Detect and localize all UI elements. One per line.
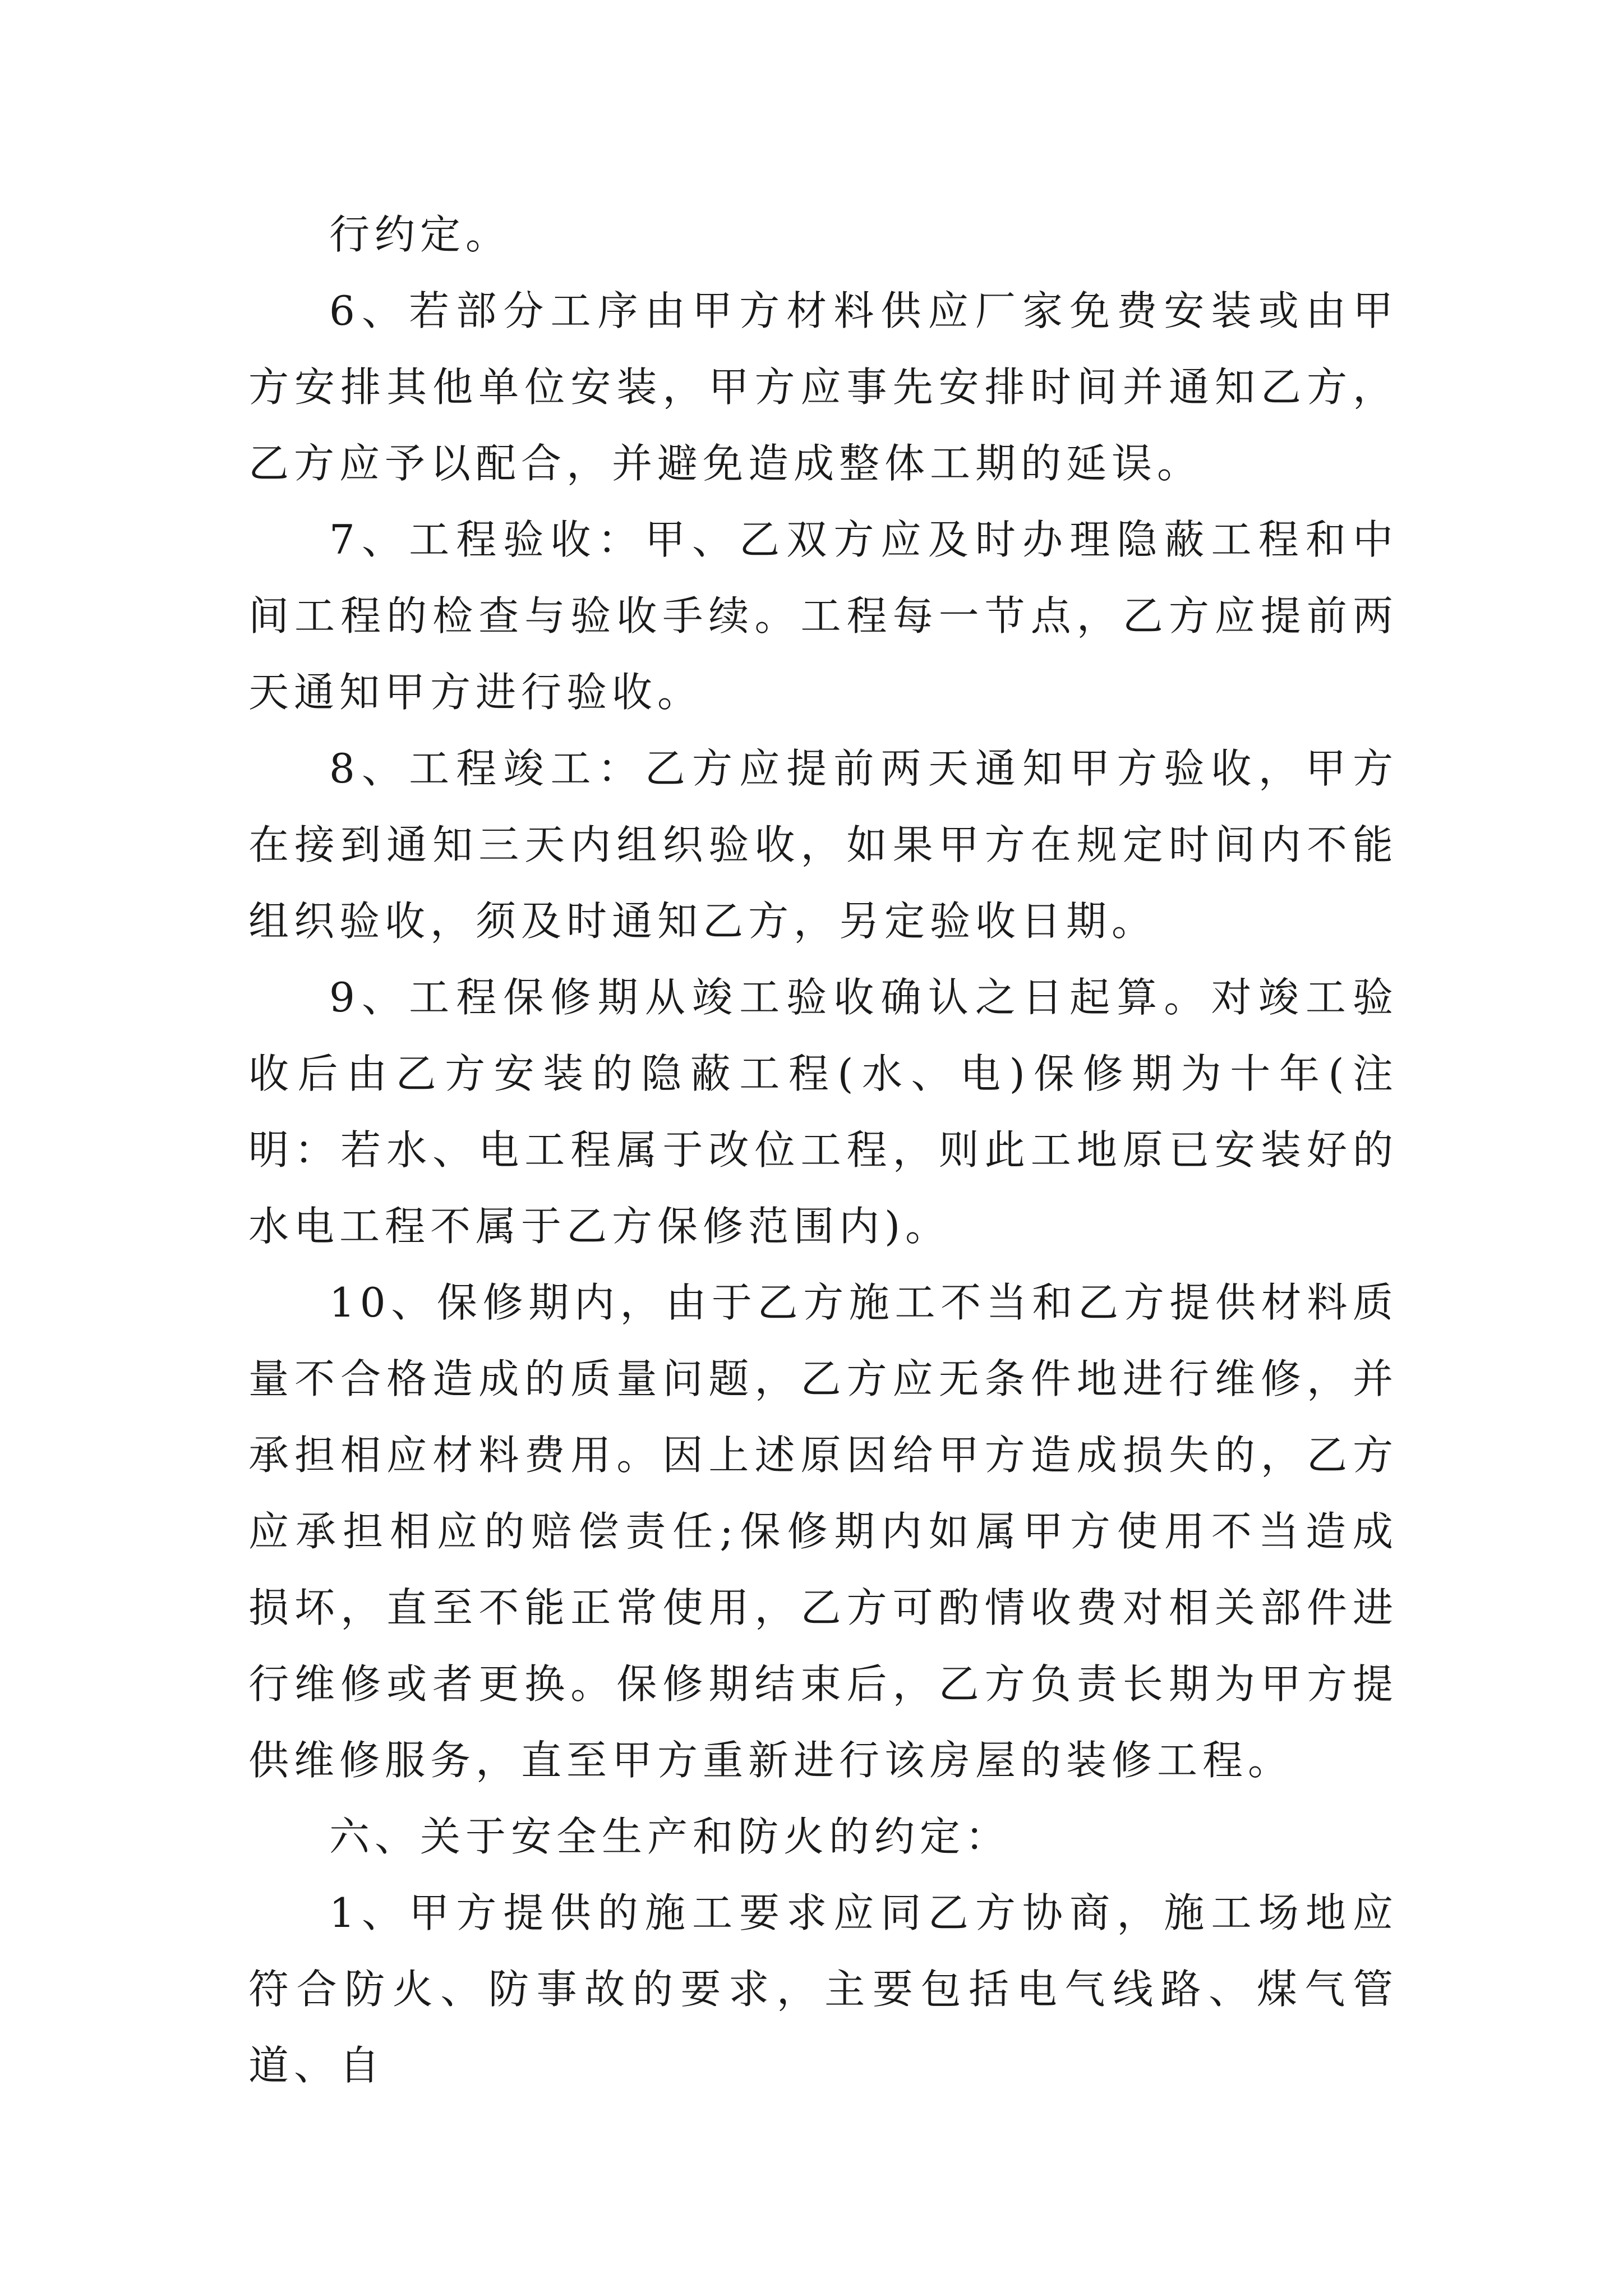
paragraph-continuation: 行约定。 [329,211,511,258]
section-heading-six: 六、关于安全生产和防火的约定： [329,1813,1011,1860]
paragraph-clause-6: 6、若部分工序由甲方材料供应厂家免费安装或由甲方安排其他单位安装，甲方应事先安排时间并通知乙方，乙方应予以配合，并避免造成整体工期的延误。 [248,287,1398,487]
paragraph-section-six-clause-1: 1、甲方提供的施工要求应同乙方协商，施工场地应符合防火、防事故的要求，主要包括电气线路、煤气管道、自 [248,1889,1398,2089]
paragraph-clause-8: 8、工程竣工：乙方应提前两天通知甲方验收，甲方在接到通知三天内组织验收，如果甲方在规定时间内不能组织验收，须及时通知乙方，另定验收日期。 [248,745,1398,945]
contract-body [248,196,1398,2104]
paragraph-clause-9: 9、工程保修期从竣工验收确认之日起算。对竣工验收后由乙方安装的隐蔽工程(水、电)保修期为十年(注明：若水、电工程属于改位工程，则此工地原已安装好的水电工程不属于乙方保修范围内)。 [248,974,1398,1250]
paragraph-clause-10: 10、保修期内，由于乙方施工不当和乙方提供材料质量不合格造成的质量问题，乙方应无条件地进行维修，并承担相应材料费用。因上述原因给甲方造成损失的，乙方应承担相应的赔偿责任;保修期内如属甲方使用不当造成损坏，直至不能正常使用，乙方可酌情收费对相关部件进行维修或者更换。保修期结束后，乙方负责长期为甲方提供维修服务，直至甲方重新进行该房屋的装修工程。 [248,1279,1398,1784]
paragraph-clause-7: 7、工程验收：甲、乙双方应及时办理隐蔽工程和中间工程的检查与验收手续。工程每一节点，乙方应提前两天通知甲方进行验收。 [248,516,1398,716]
